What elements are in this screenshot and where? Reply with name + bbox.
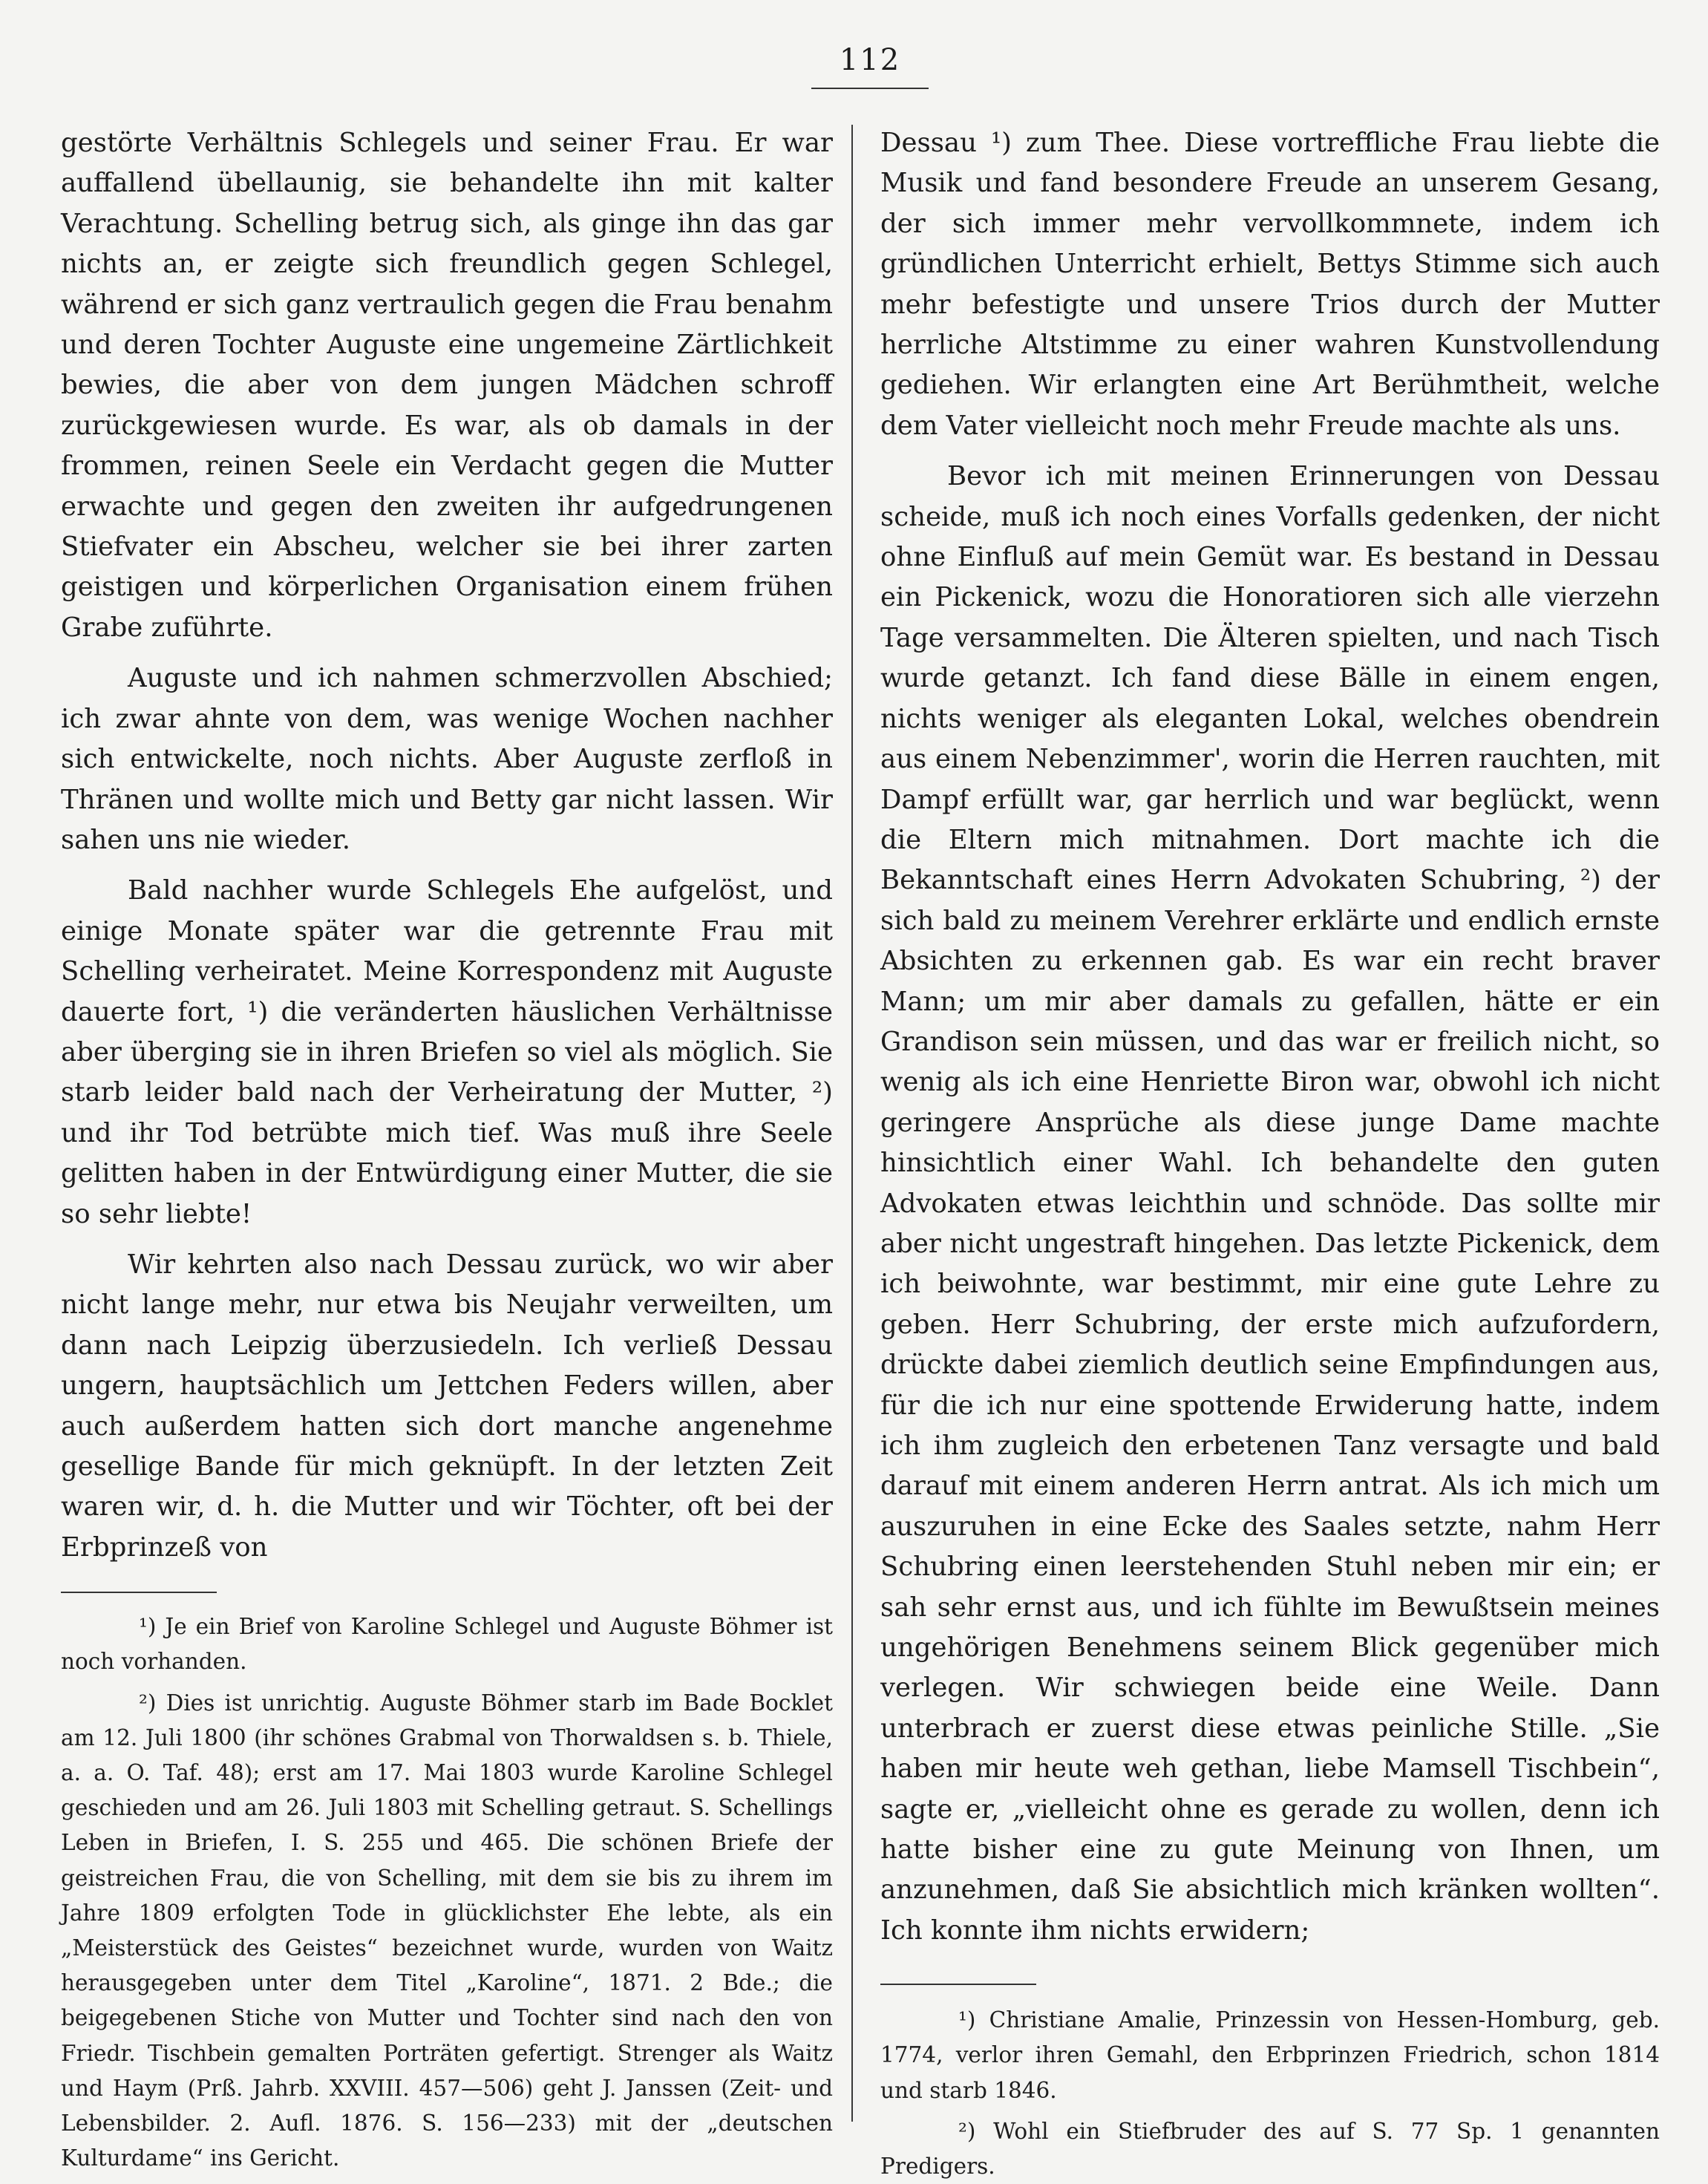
right-footnotes xyxy=(880,2003,1660,2184)
left-column xyxy=(61,123,833,2176)
left-paragraph-3: Bald nachher wurde Schlegels Ehe aufgelöst, und einige Monate später war die getrennte Frau mit Schelling verheiratet. Meine Korrespondenz mit Auguste dauerte fort, ¹) die veränderten häuslichen Verhältnisse aber überging sie in ihren Briefen so viel als möglich. Sie starb leider bald nach der Verheiratung der Mutter, ²) und ihr Tod betrübte mich tief. Was muß ihre Seele gelitten haben in der Entwürdigung einer Mutter, die sie so sehr liebte! xyxy=(61,875,833,1229)
right-footnote-rule xyxy=(880,1984,1036,1985)
left-paragraph-1: gestörte Verhältnis Schlegels und seiner Frau. Er war auffallend übellaunig, sie behandelte ihn mit kalter Verachtung. Schelling betrug sich, als ginge ihn das gar nichts an, er zeigte sich freundlich gegen Schlegel, während er sich ganz vertraulich gegen die Frau benahm und deren Tochter Auguste eine ungemeine Zärtlichkeit bewies, die aber von dem jungen Mädchen schroff zurückgewiesen wurde. Es war, als ob damals in der frommen, reinen Seele ein Verdacht gegen die Mutter erwachte und gegen den zweiten ihr aufgedrungenen Stiefvater ein Abscheu, welcher sie bei ihrer zarten geistigen und körperlichen Organisation einem frühen Grabe zuführte. xyxy=(61,128,833,643)
right-footnote-1: ¹) Christiane Amalie, Prinzessin von Hessen-Homburg, geb. 1774, verlor ihren Gemahl, den Erbprinzen Friedrich, schon 1814 und starb 1846. xyxy=(880,2007,1660,2103)
page-number: 112 xyxy=(839,43,901,77)
left-footnote-1: ¹) Je ein Brief von Karoline Schlegel und Auguste Böhmer ist noch vorhanden. xyxy=(61,1614,833,1675)
header-rule xyxy=(811,88,929,89)
left-paragraph-4: Wir kehrten also nach Dessau zurück, wo wir aber nicht lange mehr, nur etwa bis Neujahr verweilten, um dann nach Leipzig überzusiedeln. Ich verließ Dessau ungern, hauptsächlich um Jettchen Feders willen, aber auch außerdem hatten sich dort manche angenehme gesellige Bande für mich geknüpft. In der letzten Zeit waren wir, d. h. die Mutter und wir Töchter, oft bei der Erbprinzeß von xyxy=(61,1249,833,1563)
right-footnote-2: ²) Wohl ein Stiefbruder des auf S. 77 Sp. 1 genannten Predigers. xyxy=(880,2118,1660,2180)
left-footnote-rule xyxy=(61,1592,217,1593)
column-divider xyxy=(851,125,853,2122)
right-column xyxy=(880,123,1660,2184)
left-paragraph-2: Auguste und ich nahmen schmerzvollen Abschied; ich zwar ahnte von dem, was wenige Wochen nachher sich entwickelte, noch nichts. Aber Auguste zerfloß in Thränen und wollte mich und Betty gar nicht lassen. Wir sahen uns nie wieder. xyxy=(61,663,833,855)
right-paragraph-2: Bevor ich mit meinen Erinnerungen von Dessau scheide, muß ich noch eines Vorfalls gedenken, der nicht ohne Einfluß auf mein Gemüt war. Es bestand in Dessau ein Pickenick, wozu die Honoratioren sich alle vierzehn Tage versammelten. Die Älteren spielten, und nach Tisch wurde getanzt. Ich fand diese Bälle in einem engen, nichts weniger als eleganten Lokal, welches obendrein aus einem Nebenzimmer', worin die Herren rauchten, mit Dampf erfüllt war, gar herrlich und war beglückt, wenn die Eltern mich mitnahmen. Dort machte ich die Bekanntschaft eines Herrn Advokaten Schubring, ²) der sich bald zu meinem Verehrer erklärte und endlich ernste Absichten zu erkennen gab. Es war ein recht braver Mann; um mir aber damals zu gefallen, hätte er ein Grandison sein müssen, und das war er freilich nicht, so wenig als ich eine Henriette Biron war, obwohl ich nicht geringere Ansprüche als diese junge Dame machte hinsichtlich einer Wahl. Ich behandelte den guten Advokaten etwas leichthin und schnöde. Das sollte mir aber nicht ungestraft hingehen. Das letzte Pickenick, dem ich beiwohnte, war bestimmt, mir eine gute Lehre zu geben. Herr Schubring, der erste mich aufzufordern, drückte dabei ziemlich deutlich seine Empfindungen aus, für die ich nur eine spottende Erwiderung hatte, indem ich ihm zugleich den erbetenen Tanz versagte und bald darauf mit einem anderen Herrn antrat. Als ich mich um auszuruhen in eine Ecke des Saales setzte, nahm Herr Schubring einen leerstehenden Stuhl neben mir ein; er sah sehr ernst aus, und ich fühlte im Bewußtsein meines ungehörigen Benehmens seinem Blick gegenüber mich verlegen. Wir schwiegen beide eine Weile. Dann unterbrach er zuerst diese etwas peinliche Stille. „Sie haben mir heute weh gethan, liebe Mamsell Tischbein“, sagte er, „vielleicht ohne es gerade zu wollen, denn ich hatte bisher eine zu gute Meinung von Ihnen, um anzunehmen, daß Sie absichtlich mich kränken wollten“. Ich konnte ihm nichts erwidern; xyxy=(880,461,1660,1946)
right-paragraph-1: Dessau ¹) zum Thee. Diese vortreffliche Frau liebte die Musik und fand besondere Freude an unserem Gesang, der sich immer mehr vervollkommnete, indem ich gründlichen Unterricht erhielt, Bettys Stimme sich auch mehr befestigte und unsere Trios durch der Mutter herrliche Altstimme zu einer wahren Kunstvollendung gediehen. Wir erlangten eine Art Berühmtheit, welche dem Vater vielleicht noch mehr Freude machte als uns. xyxy=(880,128,1660,441)
left-footnotes xyxy=(61,1609,833,2176)
left-footnote-2: ²) Dies ist unrichtig. Auguste Böhmer starb im Bade Bocklet am 12. Juli 1800 (ihr schönes Grabmal von Thorwaldsen s. b. Thiele, a. a. O. Taf. 48); erst am 17. Mai 1803 wurde Karoline Schlegel geschieden und am 26. Juli 1803 mit Schelling getraut. S. Schellings Leben in Briefen, I. S. 255 und 465. Die schönen Briefe der geistreichen Frau, die von Schelling, mit dem sie bis zu ihrem im Jahre 1809 erfolgten Tode in glücklichster Ehe lebte, als ein „Meisterstück des Geistes“ bezeichnet wurde, wurden von Waitz herausgegeben unter dem Titel „Karoline“, 1871. 2 Bde.; die beigegebenen Stiche von Mutter und Tochter sind nach den von Friedr. Tischbein gemalten Porträten gefertigt. Strenger als Waitz und Haym (Prß. Jahrb. XXVIII. 457—506) geht J. Janssen (Zeit- und Lebensbilder. 2. Aufl. 1876. S. 156—233) mit der „deutschen Kulturdame“ ins Gericht. xyxy=(61,1690,833,2171)
